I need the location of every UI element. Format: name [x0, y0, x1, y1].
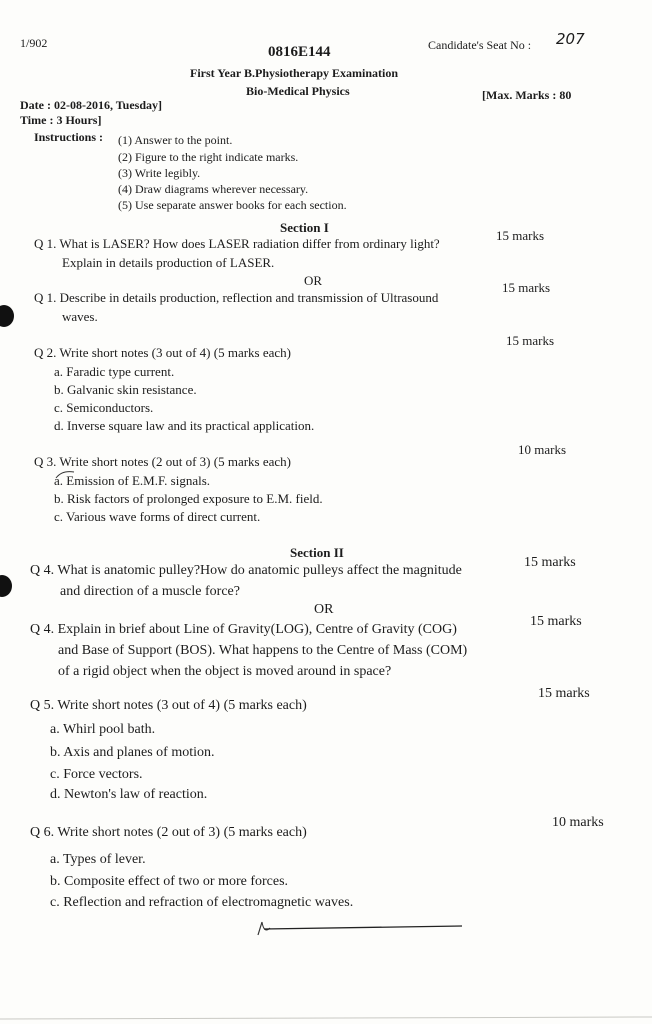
q5-item: b. Axis and planes of motion.	[50, 745, 215, 760]
end-line-tick	[258, 922, 262, 935]
instruction-item: (2) Figure to the right indicate marks.	[118, 150, 299, 164]
instruction-item: (1) Answer to the point.	[118, 133, 233, 147]
q3-item: a. Emission of E.M.F. signals.	[54, 473, 211, 488]
section-2-title: Section II	[290, 545, 344, 560]
q6-item: a. Types of lever.	[50, 852, 146, 867]
q5-item: a. Whirl pool bath.	[50, 722, 156, 737]
instruction-item: (3) Write legibly.	[118, 166, 201, 180]
q1a-line1: Q 1. What is LASER? How does LASER radiation differ from ordinary light?	[34, 236, 440, 251]
max-marks: [Max. Marks : 80	[482, 88, 572, 102]
instruction-item: (5) Use separate answer books for each section.	[118, 198, 347, 212]
seat-number: 207	[556, 30, 585, 48]
q6-item: c. Reflection and refraction of electromagnetic waves.	[50, 895, 354, 910]
instructions-label: Instructions :	[34, 130, 104, 144]
or-separator: OR	[304, 273, 323, 288]
q2-text: Q 2. Write short notes (3 out of 4) (5 marks each)	[34, 345, 292, 360]
q3-item: c. Various wave forms of direct current.	[54, 509, 261, 524]
q3-item: b. Risk factors of prolonged exposure to E.M. field.	[54, 491, 323, 506]
q4a-line2: and direction of a muscle force?	[60, 584, 240, 599]
q2-item: d. Inverse square law and its practical application.	[54, 418, 315, 433]
q4a-marks: 15 marks	[524, 555, 576, 570]
q1a-marks: 15 marks	[496, 228, 545, 243]
q5-item: c. Force vectors.	[50, 767, 143, 782]
subject-title: Bio-Medical Physics	[246, 84, 350, 98]
end-of-paper-line	[264, 926, 462, 929]
paper-ref: 1/902	[20, 36, 48, 50]
q6-text: Q 6. Write short notes (2 out of 3) (5 marks each)	[30, 825, 307, 840]
q3-marks: 10 marks	[518, 442, 567, 457]
q1b-marks: 15 marks	[502, 280, 551, 295]
q2-item: c. Semiconductors.	[54, 400, 154, 415]
q1a-line2: Explain in details production of LASER.	[62, 255, 275, 270]
exam-date: Date : 02-08-2016, Tuesday]	[20, 98, 163, 112]
q6-marks: 10 marks	[552, 815, 604, 830]
exam-time: Time : 3 Hours]	[20, 113, 102, 127]
paper-code: 0816E144	[268, 44, 331, 60]
q6-item: b. Composite effect of two or more forces.	[50, 874, 289, 889]
q4b-line2: and Base of Support (BOS). What happens to the Centre of Mass (COM)	[58, 643, 468, 658]
instruction-item: (4) Draw diagrams wherever necessary.	[118, 182, 309, 196]
pen-tick-mark	[56, 472, 74, 478]
q1b-line1: Q 1. Describe in details production, reflection and transmission of Ultrasound	[34, 290, 439, 305]
page-edge-line	[0, 1017, 652, 1019]
q2-item: b. Galvanic skin resistance.	[54, 382, 197, 397]
q5-item: d. Newton's law of reaction.	[50, 787, 208, 802]
q3-text: Q 3. Write short notes (2 out of 3) (5 marks each)	[34, 454, 292, 469]
or-separator: OR	[314, 602, 334, 617]
q4b-line1: Q 4. Explain in brief about Line of Gravity(LOG), Centre of Gravity (COG)	[30, 622, 457, 637]
q4a-line1: Q 4. What is anatomic pulley?How do anatomic pulleys affect the magnitude	[30, 563, 462, 578]
q5-marks: 15 marks	[538, 686, 590, 701]
q5-text: Q 5. Write short notes (3 out of 4) (5 marks each)	[30, 698, 307, 713]
q4b-marks: 15 marks	[530, 614, 582, 629]
q1b-line2: waves.	[62, 309, 98, 324]
exam-title: First Year B.Physiotherapy Examination	[190, 66, 399, 80]
q4b-line3: of a rigid object when the object is moved around in space?	[58, 664, 392, 679]
section-1-title: Section I	[280, 220, 329, 235]
q2-item: a. Faradic type current.	[54, 364, 175, 379]
seat-label: Candidate's Seat No :	[428, 38, 532, 52]
q2-marks: 15 marks	[506, 333, 555, 348]
